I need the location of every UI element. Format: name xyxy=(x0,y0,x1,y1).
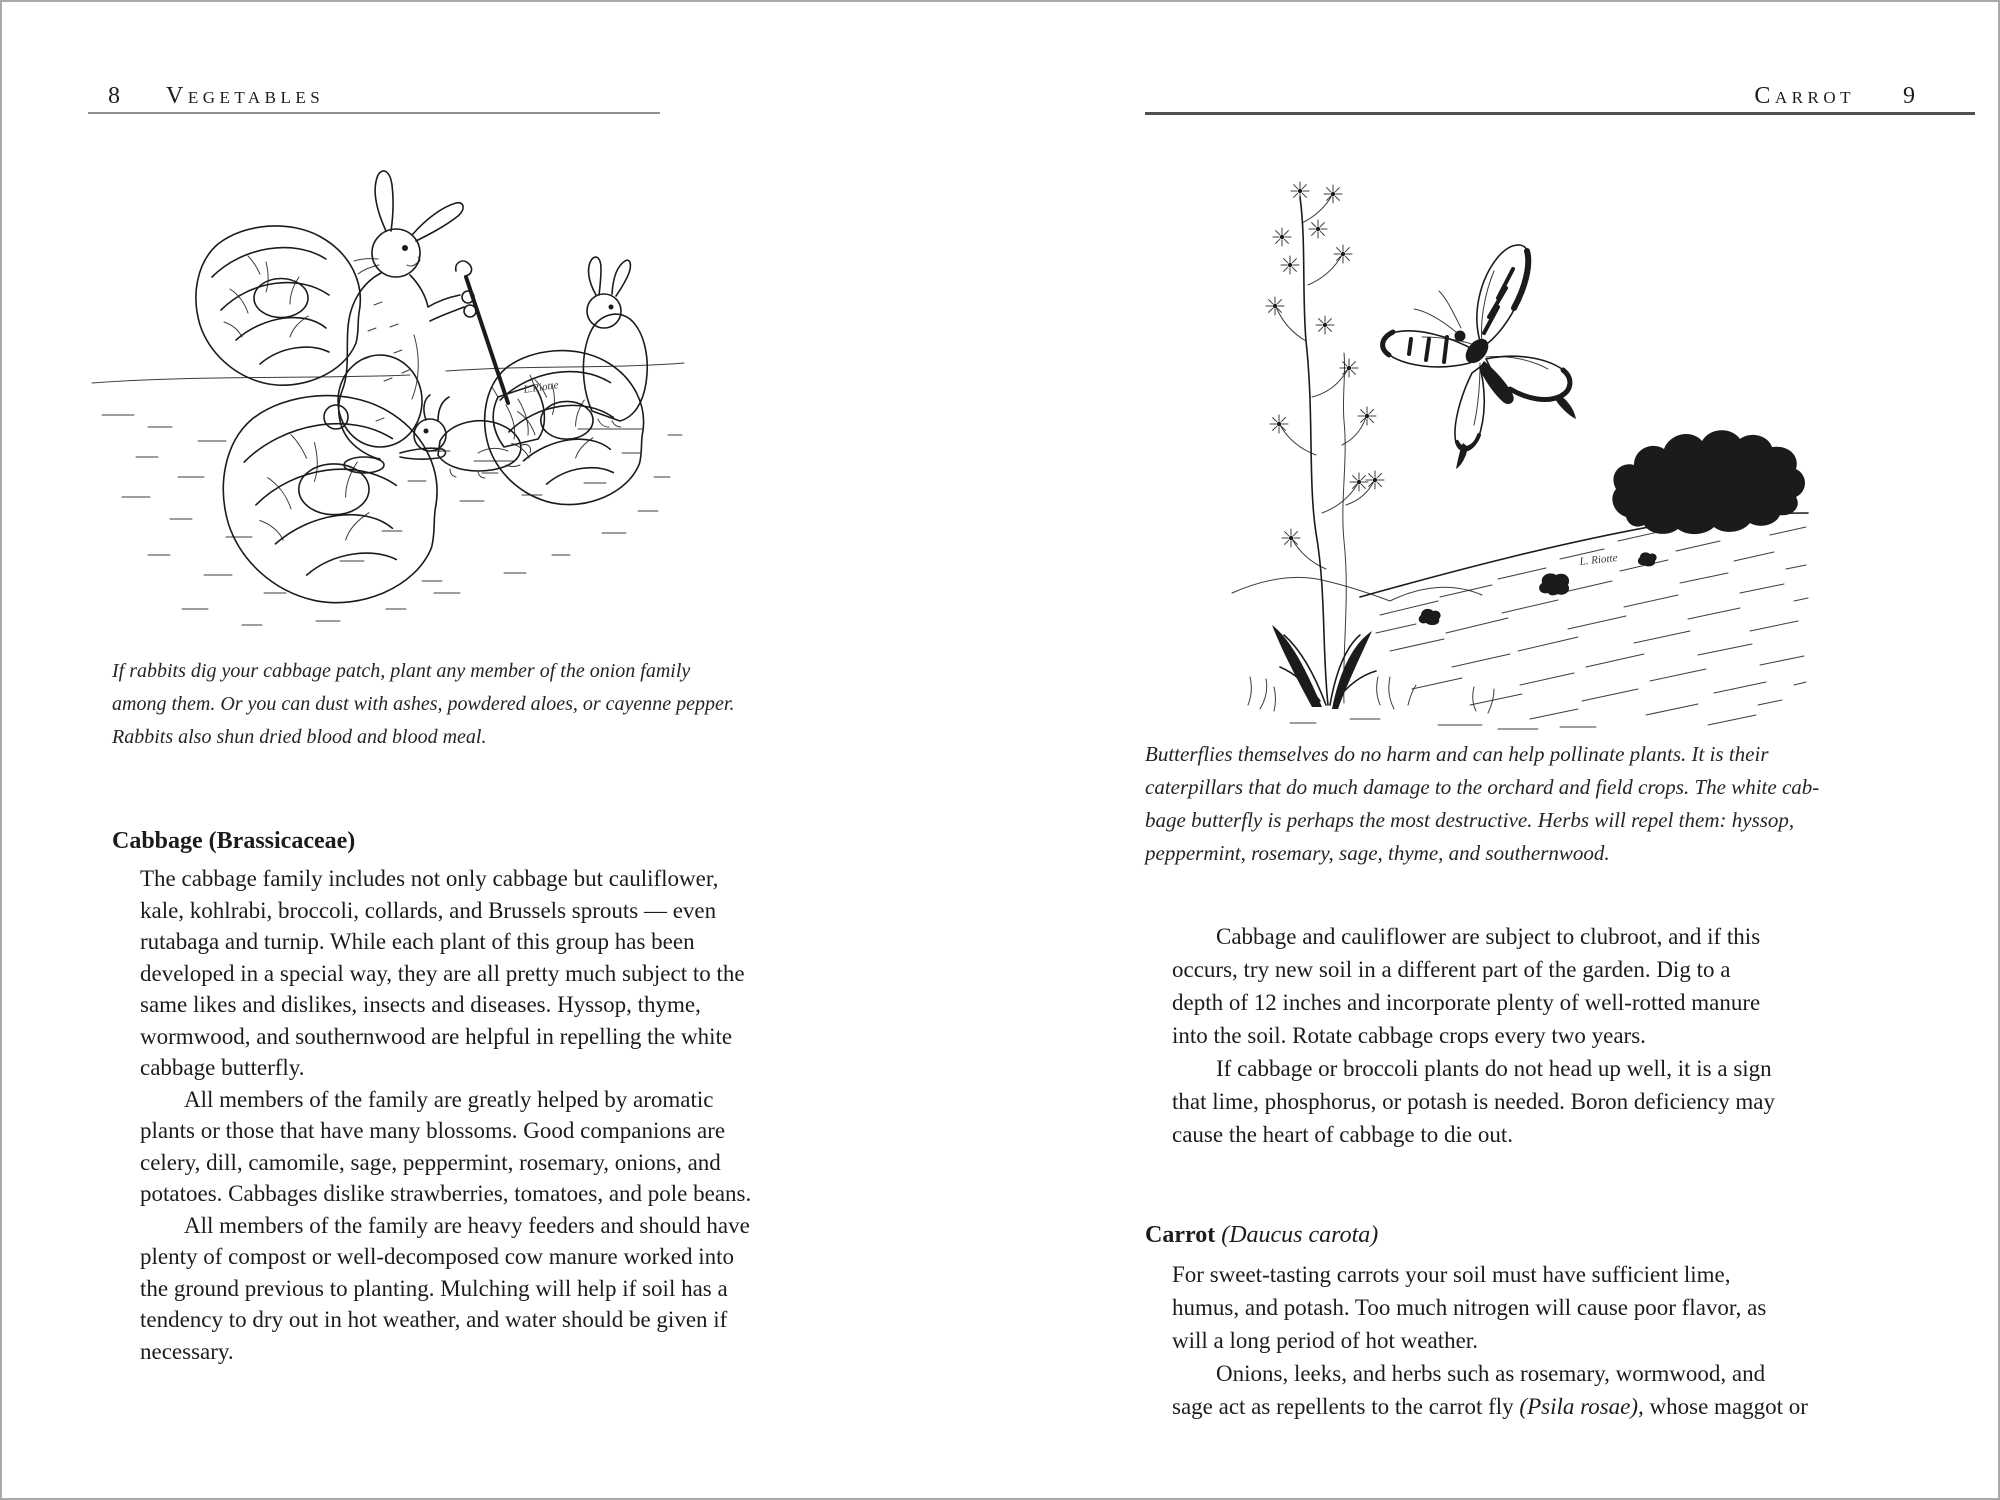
text-line: humus, and potash. Too much nitrogen will cause poor flavor, as xyxy=(1172,1295,1767,1320)
caption-line: bage butterfly is perhaps the most destructive. Herbs will repel them: hyssop, xyxy=(1145,808,1795,832)
garden-ground xyxy=(92,363,684,625)
carrot-heading-name: Carrot xyxy=(1145,1222,1216,1248)
text-line: into the soil. Rotate cabbage crops every two years. xyxy=(1172,1023,1646,1048)
carrot-section-heading xyxy=(1145,1222,1378,1249)
text-line: celery, dill, camomile, sage, peppermint, rosemary, onions, and xyxy=(140,1149,721,1175)
text-line: cabbage butterfly. xyxy=(140,1055,305,1080)
text-line: kale, kohlrabi, broccoli, collards, and Brussels sprouts — even xyxy=(140,897,717,923)
caption-line: among them. Or you can dust with ashes, powdered aloes, or cayenne pepper. xyxy=(112,693,735,715)
text-line: will a long period of hot weather. xyxy=(1172,1328,1478,1353)
right-illustration-signature: L. Riotte xyxy=(1579,552,1618,568)
caption-line: peppermint, rosemary, sage, thyme, and southernwood. xyxy=(1145,841,1610,865)
caption-line: Rabbits also shun dried blood and blood meal. xyxy=(112,726,487,748)
left-page-header xyxy=(108,82,324,110)
right-page-header xyxy=(1145,82,1915,110)
text-line: that lime, phosphorus, or potash is needed. Boron deficiency may xyxy=(1172,1089,1775,1114)
text-line: same likes and dislikes, insects and diseases. Hyssop, thyme, xyxy=(140,992,701,1017)
text-line: plenty of compost or well-decomposed cow manure worked into xyxy=(140,1244,735,1269)
right-body-column-1 xyxy=(1172,920,1775,1151)
caption-line: Butterflies themselves do no harm and can help pollinate plants. It is their xyxy=(1145,742,1769,766)
right-caption xyxy=(1145,738,1819,870)
text-line: rutabaga and turnip. While each plant of this group has been xyxy=(140,929,695,954)
right-page-number: 9 xyxy=(1903,83,1915,109)
text-line-pre: sage act as repellents to the carrot fly xyxy=(1172,1394,1520,1419)
text-line: occurs, try new soil in a different part of the garden. Dig to a xyxy=(1172,957,1731,982)
text-line: wormwood, and southernwood are helpful in repelling the white xyxy=(140,1023,733,1049)
young-rabbit-sitting xyxy=(578,257,647,429)
text-line: potatoes. Cabbages dislike strawberries, tomatoes, and pole beans. xyxy=(140,1181,752,1206)
cabbage-right xyxy=(485,351,644,505)
text-line: depth of 12 inches and incorporate plenty of well-rotted manure xyxy=(1172,990,1761,1015)
spade xyxy=(456,261,545,461)
text-line xyxy=(1172,1390,1808,1423)
left-header-rule xyxy=(88,112,660,114)
text-line: For sweet-tasting carrots your soil must have sufficient lime, xyxy=(1172,1262,1731,1287)
hillside xyxy=(1232,430,1808,729)
caption-line: If rabbits dig your cabbage patch, plant any member of the onion family xyxy=(112,660,691,682)
text-line: tendency to dry out in hot weather, and water should be given if xyxy=(140,1307,728,1332)
caption-line: caterpillars that do much damage to the orchard and field crops. The white cab- xyxy=(1145,775,1820,799)
text-line: All members of the family are greatly helped by aromatic xyxy=(184,1086,714,1112)
text-line: plants or those that have many blossoms. Good companions are xyxy=(140,1118,726,1143)
text-line: If cabbage or broccoli plants do not head up well, it is a sign xyxy=(1216,1056,1772,1081)
left-body-column xyxy=(140,863,751,1367)
left-caption xyxy=(112,655,735,754)
wildflower-stalk xyxy=(1248,182,1494,713)
text-line: the ground previous to planting. Mulching will help if soil has a xyxy=(140,1275,728,1301)
text-line: Cabbage and cauliflower are subject to clubroot, and if this xyxy=(1216,924,1761,949)
cabbage-section-heading: Cabbage (Brassicaceae) xyxy=(112,828,356,854)
text-line-post: whose maggot or xyxy=(1643,1394,1808,1419)
right-running-title: Carrot xyxy=(1754,83,1855,109)
text-line: Onions, leeks, and herbs such as rosemary, wormwood, and xyxy=(1216,1361,1766,1386)
text-line: All members of the family are heavy feeders and should have xyxy=(184,1212,750,1238)
butterfly-meadow-illustration xyxy=(1230,145,1810,730)
left-running-title: Vegetables xyxy=(166,83,325,109)
young-rabbit-crouching xyxy=(414,395,531,478)
cabbage-patch-illustration xyxy=(78,135,698,640)
left-illustration-signature: L.Riotte xyxy=(522,379,560,396)
text-line: The cabbage family includes not only cabbage but cauliflower, xyxy=(140,866,719,891)
text-line-italic: (Psila rosae), xyxy=(1519,1394,1644,1419)
text-line: cause the heart of cabbage to die out. xyxy=(1172,1122,1514,1147)
text-line: developed in a special way, they are all pretty much subject to the xyxy=(140,960,745,986)
swallowtail-butterfly xyxy=(1382,245,1576,469)
left-page-number: 8 xyxy=(108,83,120,109)
carrot-heading-species: (Daucus carota) xyxy=(1215,1222,1379,1248)
cabbage-top-left xyxy=(196,226,360,385)
right-body-column-2 xyxy=(1172,1258,1808,1423)
text-line: necessary. xyxy=(140,1338,234,1364)
right-header-rule xyxy=(1145,112,1975,115)
